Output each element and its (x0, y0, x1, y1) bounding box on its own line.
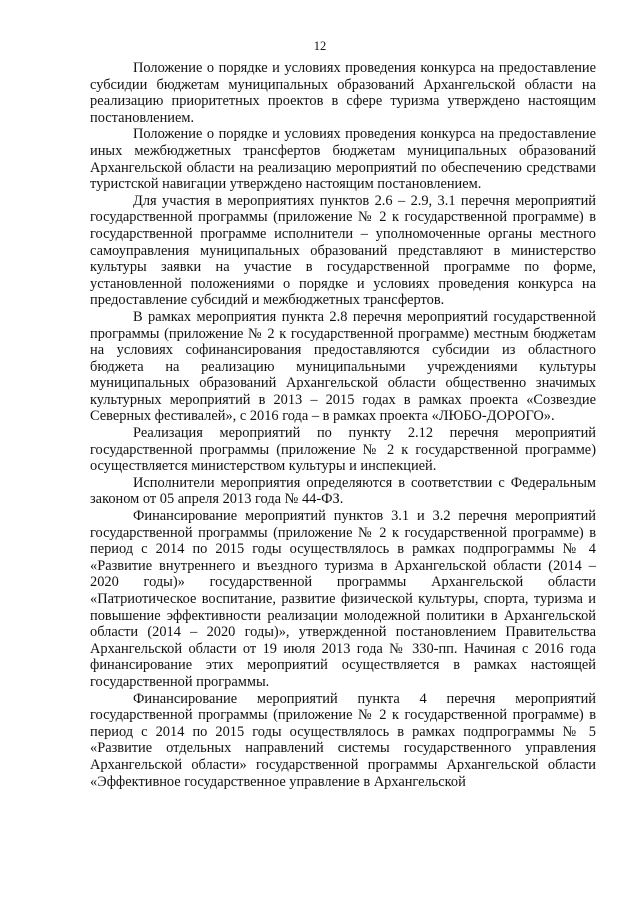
paragraph-3: Для участия в мероприятиях пунктов 2.6 – 2.9, 3.1 перечня мероприятий государственной программы (приложение № 2 к государственной программе) в государственной программе исполнители – уполномоченные органы местного самоуправления муниципальных образований представляют в министерство культуры заявки на участие в государственной программе по форме, установленной положениями о порядке и условиях проведения конкурса на предоставление субсидий и межбюджетных трансфертов. (90, 192, 596, 309)
paragraph-1: Положение о порядке и условиях проведения конкурса на предоставление субсидии бюджетам муниципальных образований Архангельской области на реализацию приоритетных проектов в сфере туризма утверждено настоящим постановлением. (90, 60, 596, 126)
paragraph-8: Финансирование мероприятий пункта 4 перечня мероприятий государственной программы (приложение № 2 к государственной программе) в период с 2014 по 2015 годы осуществлялось в рамках подпрограммы № 5 «Развитие отдельных направлений системы государственного управления Архангельской области» государственной программы Архангельской области «Эффективное государственное управление в Архангельской (90, 690, 596, 790)
paragraph-7: Финансирование мероприятий пунктов 3.1 и 3.2 перечня мероприятий государственной программы (приложение № 2 к государственной программе) в период с 2014 по 2015 годы осуществлялось в рамках подпрограммы № 4 «Развитие внутреннего и въездного туризма в Архангельской области (2014 – 2020 годы)» государственной программы Архангельской области «Патриотическое воспитание, развитие физической культуры, спорта, туризма и повышение эффективности реализации молодежной политики в Архангельской области (2014 – 2020 годы)», утвержденной постановлением Правительства Архангельской области от 19 июля 2013 года № 330-пп. Начиная с 2016 года финансирование этих мероприятий осуществляется в рамках настоящей государственной программы. (90, 508, 596, 690)
paragraph-2: Положение о порядке и условиях проведения конкурса на предоставление иных межбюджетных трансфертов бюджетам муниципальных образований Архангельской области на реализацию мероприятий по обеспечению средствами туристской навигации утверждено настоящим постановлением. (90, 126, 596, 193)
page-number: 12 (313, 39, 327, 53)
document-body (90, 60, 596, 790)
paragraph-4: В рамках мероприятия пункта 2.8 перечня мероприятий государственной программы (приложение № 2 к государственной программе) местным бюджетам на условиях софинансирования предоставляются субсидии из областного бюджета на реализацию муниципальными учреждениями культуры муниципальных образований Архангельской области общественно значимых культурных мероприятий в 2013 – 2015 годах в рамках проекта «Созвездие Северных фестивалей», с 2016 года – в рамках проекта «ЛЮБО-ДОРОГО». (90, 308, 596, 425)
paragraph-5: Реализация мероприятий по пункту 2.12 перечня мероприятий государственной программы (приложение № 2 к государственной программе) осуществляется министерством культуры и инспекцией. (90, 425, 596, 475)
paragraph-6: Исполнители мероприятия определяются в соответствии с Федеральным законом от 05 апреля 2013 года № 44-ФЗ. (90, 474, 596, 508)
